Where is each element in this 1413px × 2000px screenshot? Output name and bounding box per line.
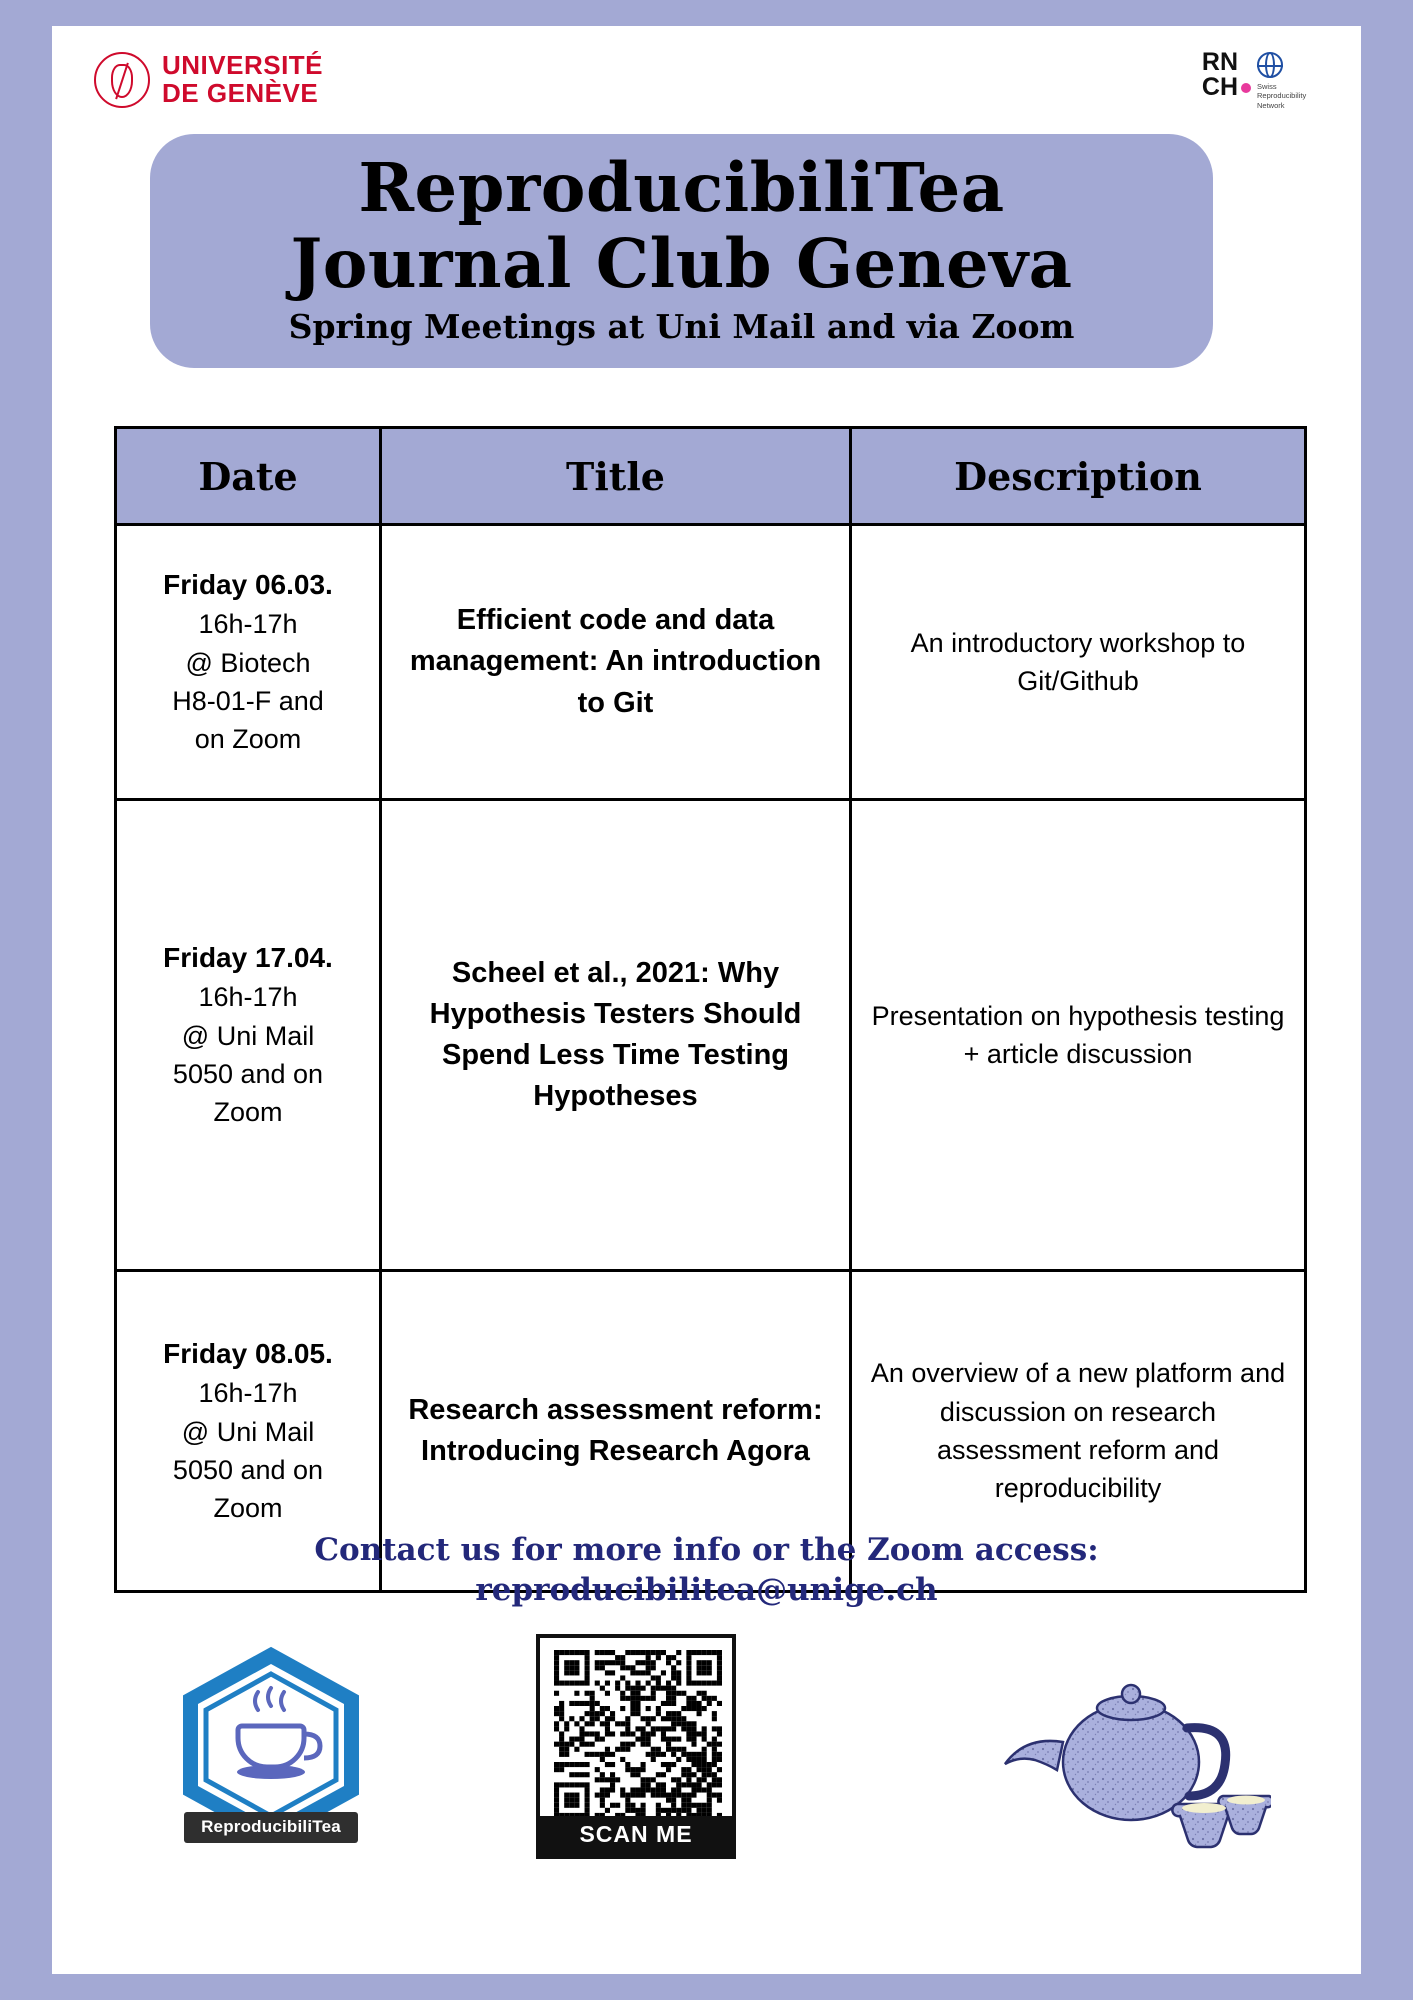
university-name-line1: UNIVERSITÉ [162, 50, 324, 81]
cell-description: An introductory workshop to Git/Github [851, 525, 1306, 800]
network-logo-line1: RN [1201, 48, 1238, 76]
page-subtitle: Spring Meetings at Uni Mail and via Zoom [288, 307, 1075, 347]
column-header-description: Description [851, 428, 1306, 525]
cell-date-details: 16h-17h @ Biotech H8-01-F and on Zoom [172, 609, 324, 755]
cell-title: Efficient code and data management: An introduction to Git [381, 525, 851, 800]
university-name-line2: DE GENÈVE [162, 78, 319, 108]
university-name [162, 52, 323, 107]
cell-date-details: 16h-17h @ Uni Mail 5050 and on Zoom [172, 982, 324, 1128]
teapot-icon [971, 1646, 1271, 1856]
cell-date-main: Friday 17.04. [163, 942, 333, 974]
table-header-row [116, 428, 1306, 525]
schedule-table [114, 426, 1307, 1593]
column-header-title: Title [381, 428, 851, 525]
network-logo-line2-row [1202, 75, 1251, 100]
cell-date-main: Friday 06.03. [163, 569, 333, 601]
cell-title: Scheel et al., 2021: Why Hypothesis Testers Should Spend Less Time Testing Hypotheses [381, 800, 851, 1271]
globe-icon [1257, 52, 1283, 78]
poster [52, 26, 1361, 1974]
pink-dot-icon [1241, 83, 1251, 93]
title-banner [150, 134, 1213, 368]
cell-date [116, 800, 381, 1271]
qr-code-icon[interactable] [554, 1650, 722, 1818]
network-logo-right [1257, 50, 1321, 110]
network-logo-letters [1202, 50, 1251, 100]
qr-code-block[interactable] [536, 1634, 736, 1859]
cell-date [116, 525, 381, 800]
contact-text: Contact us for more info or the Zoom access: [314, 1532, 1099, 1568]
network-logo-subtitle: Swiss Reproducibility Network [1257, 82, 1307, 110]
unige-seal-icon [94, 52, 150, 108]
cell-title: Research assessment reform: Introducing Research Agora [381, 1271, 851, 1592]
cell-description: Presentation on hypothesis testing + article discussion [851, 800, 1306, 1271]
contact-block [52, 1530, 1361, 1611]
cell-date-main: Friday 08.05. [163, 1338, 333, 1370]
reproducibilitea-badge [172, 1644, 370, 1849]
contact-email[interactable]: reproducibilitea@unige.ch [475, 1572, 938, 1609]
badge-label: ReproducibiliTea [184, 1812, 358, 1843]
network-logo [1202, 50, 1321, 110]
column-header-date: Date [116, 428, 381, 525]
footer [52, 1626, 1361, 1956]
qr-scan-label: SCAN ME [540, 1816, 732, 1855]
cell-date-details: 16h-17h @ Uni Mail 5050 and on Zoom [172, 1378, 324, 1524]
university-logo [94, 52, 323, 108]
network-logo-line2: CH [1201, 73, 1238, 101]
page-title-line2: Journal Club Geneva [290, 223, 1073, 303]
table-row [116, 525, 1306, 800]
cell-description: An overview of a new platform and discussion on research assessment reform and reproducibility [851, 1271, 1306, 1592]
page-title-line1: ReproducibiliTea [358, 148, 1005, 227]
table-row [116, 800, 1306, 1271]
